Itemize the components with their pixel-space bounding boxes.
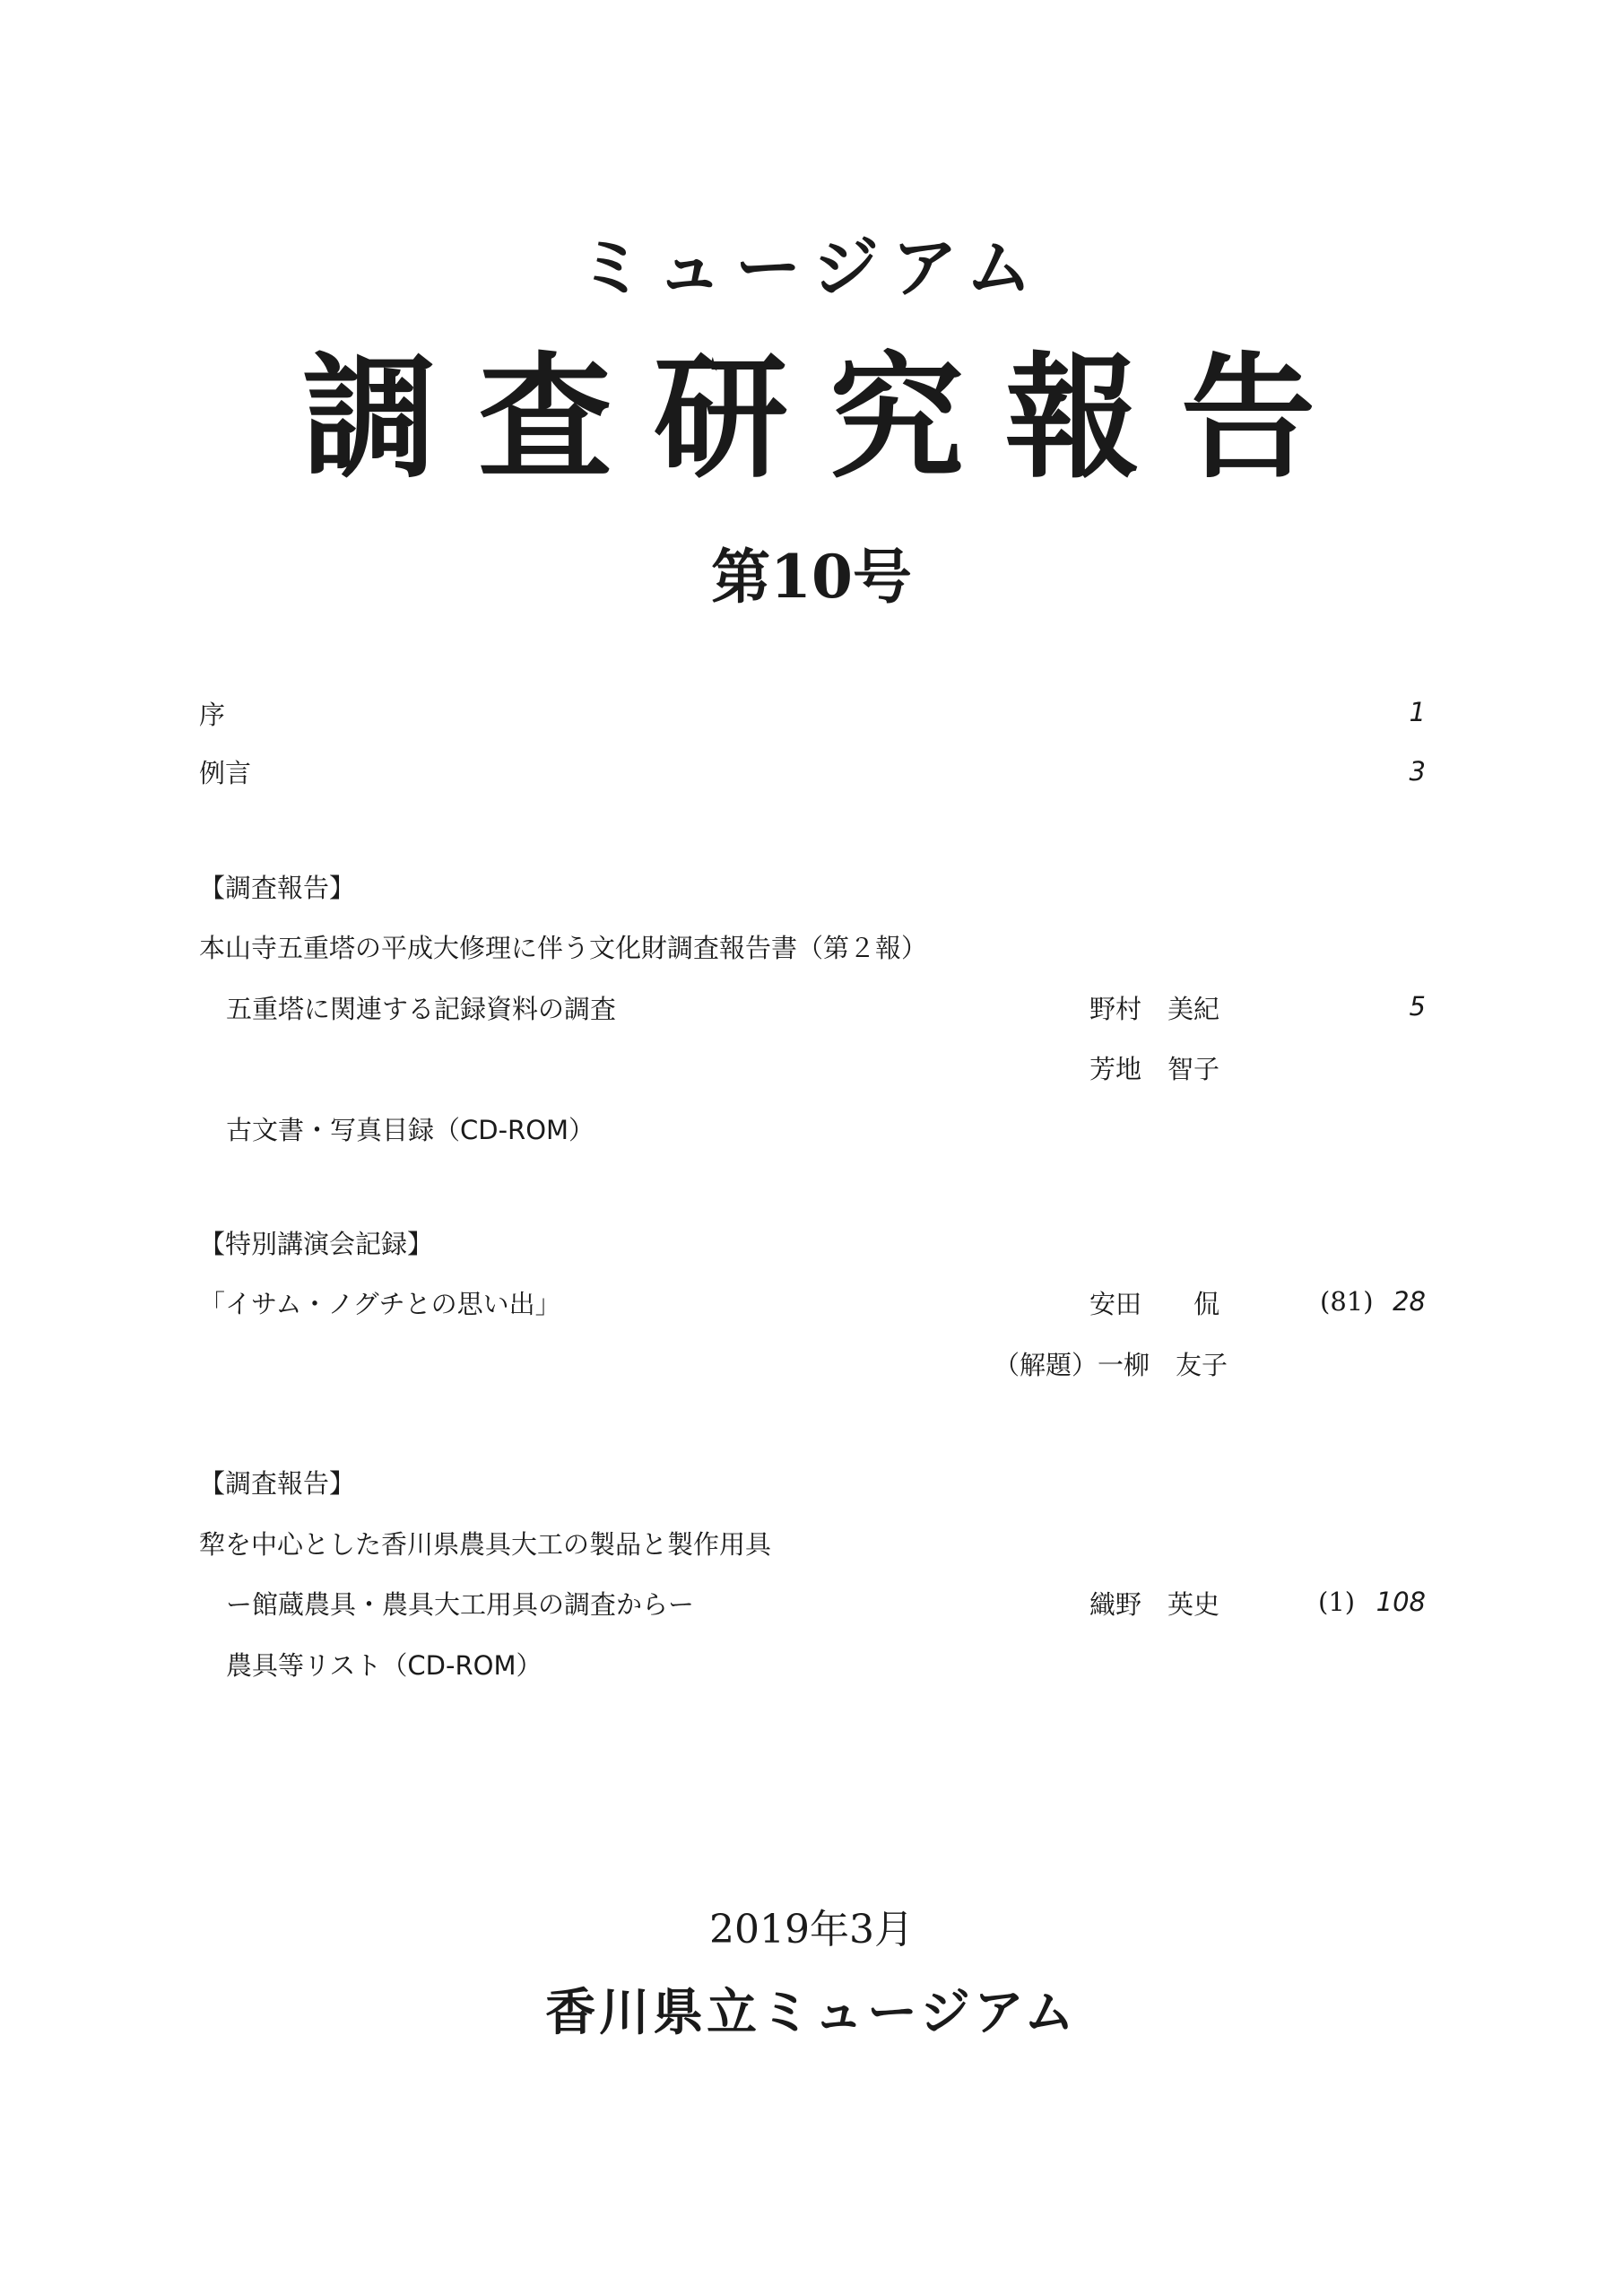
section1-title: 本山寺五重塔の平成大修理に伴う文化財調査報告書（第２報） bbox=[199, 933, 928, 963]
section3-item1-page: 108 bbox=[1376, 1587, 1426, 1617]
toc-notes-page: 3 bbox=[1409, 756, 1426, 787]
publication-date: 2019年3月 bbox=[709, 1907, 914, 1952]
page-title: 調査研究報告 bbox=[301, 339, 1357, 497]
section2-item1-label: 「イサム・ノグチとの思い出」 bbox=[199, 1289, 561, 1319]
section3-item1-subpage: (1) bbox=[1318, 1587, 1356, 1617]
toc-preface-page: 1 bbox=[1409, 697, 1426, 727]
subtitle: ミュージアム bbox=[578, 230, 1045, 307]
section1-item1-page: 5 bbox=[1409, 991, 1426, 1022]
section2-heading: 【特別講演会記録】 bbox=[199, 1229, 434, 1259]
issue-number: 第10号 bbox=[711, 542, 912, 612]
section1-heading: 【調査報告】 bbox=[199, 873, 356, 903]
toc-preface-label: 序 bbox=[199, 700, 226, 730]
publisher: 香川県立ミュージアム bbox=[545, 1983, 1078, 2042]
section3-item1-author1: 織野 英史 bbox=[1089, 1589, 1220, 1620]
section1-item1-label: 五重塔に関連する記録資料の調査 bbox=[226, 994, 617, 1024]
toc-notes-label: 例言 bbox=[199, 758, 252, 788]
section2-item1-author2: （解題）一柳 友子 bbox=[994, 1350, 1228, 1380]
section1-item2-label: 古文書・写真目録（CD-ROM） bbox=[226, 1115, 595, 1145]
section3-item2-label: 農具等リスト（CD-ROM） bbox=[226, 1650, 542, 1681]
section1-item1-author1: 野村 美紀 bbox=[1089, 994, 1220, 1024]
section2-item1-author1: 安田 侃 bbox=[1089, 1289, 1220, 1319]
section3-title: 犂を中心とした香川県農具大工の製品と製作用具 bbox=[199, 1529, 772, 1560]
section3-item1-label: ー館蔵農具・農具大工用具の調査からー bbox=[226, 1589, 695, 1620]
section1-item1-author2: 芳地 智子 bbox=[1089, 1054, 1220, 1084]
section2-item1-page: 28 bbox=[1393, 1286, 1426, 1317]
section2-item1-subpage: (81) bbox=[1320, 1286, 1374, 1317]
section3-heading: 【調査報告】 bbox=[199, 1468, 356, 1499]
